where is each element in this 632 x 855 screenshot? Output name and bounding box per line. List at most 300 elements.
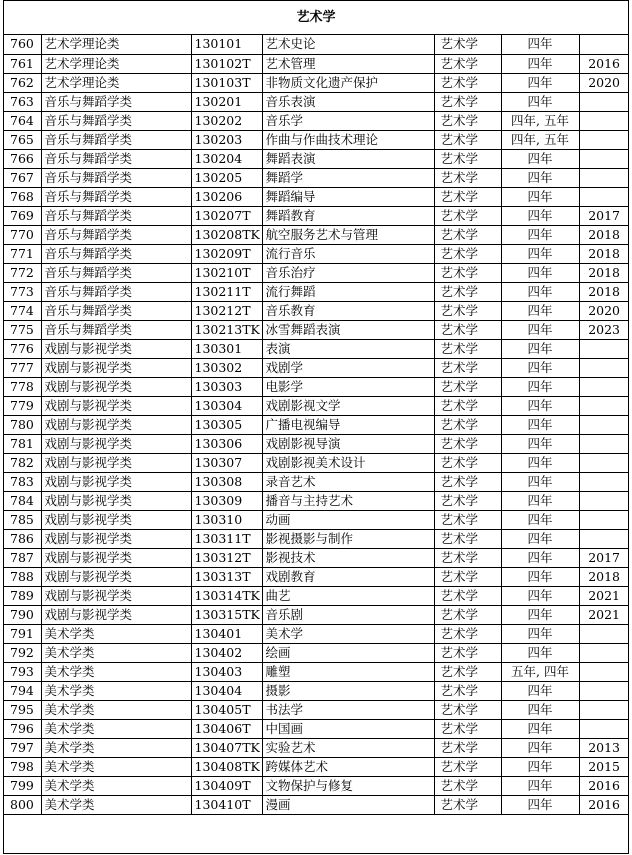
cell-duration: 四年: [501, 415, 579, 434]
cell-duration: 四年: [501, 795, 579, 814]
cell-duration: 四年: [501, 263, 579, 282]
cell-year-added: [579, 472, 628, 491]
cell-row-number: 770: [4, 225, 41, 244]
cell-degree: 艺术学: [434, 396, 501, 415]
cell-major-code: 130312T: [191, 548, 262, 567]
table-row: [4, 586, 628, 605]
table-row: [4, 491, 628, 510]
cell-duration: 四年: [501, 681, 579, 700]
cell-major-code: 130206: [191, 187, 262, 206]
cell-category: 音乐与舞蹈学类: [41, 244, 191, 263]
cell-degree: 艺术学: [434, 757, 501, 776]
cell-duration: 四年: [501, 491, 579, 510]
table-row: [4, 510, 628, 529]
cell-duration: 四年: [501, 643, 579, 662]
table-row: [4, 529, 628, 548]
cell-category: 音乐与舞蹈学类: [41, 206, 191, 225]
cell-category: 音乐与舞蹈学类: [41, 92, 191, 111]
table-row: [4, 225, 628, 244]
cell-major-code: 130313T: [191, 567, 262, 586]
cell-major-code: 130102T: [191, 54, 262, 73]
cell-row-number: 763: [4, 92, 41, 111]
cell-major-name: 播音与主持艺术: [262, 491, 434, 510]
cell-row-number: 780: [4, 415, 41, 434]
cell-major-code: 130208TK: [191, 225, 262, 244]
cell-major-code: 130311T: [191, 529, 262, 548]
cell-duration: 四年: [501, 35, 579, 54]
cell-degree: 艺术学: [434, 510, 501, 529]
cell-degree: 艺术学: [434, 168, 501, 187]
cell-major-code: 130315TK: [191, 605, 262, 624]
cell-year-added: 2021: [579, 605, 628, 624]
cell-degree: 艺术学: [434, 434, 501, 453]
cell-degree: 艺术学: [434, 263, 501, 282]
cell-major-name: 美术学: [262, 624, 434, 643]
cell-duration: 四年: [501, 472, 579, 491]
table-row: [4, 377, 628, 396]
cell-major-code: 130304: [191, 396, 262, 415]
cell-degree: 艺术学: [434, 92, 501, 111]
major-catalog-sheet: [3, 0, 629, 854]
cell-major-name: 书法学: [262, 700, 434, 719]
cell-major-name: 戏剧影视导演: [262, 434, 434, 453]
cell-category: 戏剧与影视学类: [41, 586, 191, 605]
cell-duration: 四年: [501, 510, 579, 529]
cell-year-added: 2016: [579, 795, 628, 814]
cell-major-name: 戏剧影视美术设计: [262, 453, 434, 472]
cell-major-code: 130204: [191, 149, 262, 168]
cell-degree: 艺术学: [434, 529, 501, 548]
cell-year-added: [579, 396, 628, 415]
cell-major-name: 音乐治疗: [262, 263, 434, 282]
cell-row-number: 776: [4, 339, 41, 358]
cell-duration: 四年: [501, 434, 579, 453]
cell-year-added: 2016: [579, 54, 628, 73]
cell-degree: 艺术学: [434, 643, 501, 662]
cell-major-name: 流行音乐: [262, 244, 434, 263]
cell-row-number: 798: [4, 757, 41, 776]
cell-duration: 四年: [501, 738, 579, 757]
cell-duration: 四年: [501, 244, 579, 263]
cell-degree: 艺术学: [434, 472, 501, 491]
cell-major-name: 航空服务艺术与管理: [262, 225, 434, 244]
cell-duration: 四年: [501, 282, 579, 301]
cell-major-code: 130302: [191, 358, 262, 377]
cell-degree: 艺术学: [434, 206, 501, 225]
cell-category: 美术学类: [41, 719, 191, 738]
cell-row-number: 794: [4, 681, 41, 700]
table-row: [4, 92, 628, 111]
cell-degree: 艺术学: [434, 244, 501, 263]
cell-category: 美术学类: [41, 757, 191, 776]
cell-major-name: 戏剧学: [262, 358, 434, 377]
cell-row-number: 760: [4, 35, 41, 54]
cell-duration: 四年: [501, 358, 579, 377]
cell-duration: 四年: [501, 396, 579, 415]
cell-category: 音乐与舞蹈学类: [41, 301, 191, 320]
cell-duration: 四年: [501, 700, 579, 719]
table-row: [4, 396, 628, 415]
cell-category: 音乐与舞蹈学类: [41, 282, 191, 301]
table-row: [4, 757, 628, 776]
cell-row-number: 788: [4, 567, 41, 586]
cell-degree: 艺术学: [434, 130, 501, 149]
table-row: [4, 263, 628, 282]
cell-duration: 四年: [501, 453, 579, 472]
cell-duration: 四年: [501, 225, 579, 244]
cell-major-code: 130210T: [191, 263, 262, 282]
cell-year-added: [579, 681, 628, 700]
cell-duration: 四年: [501, 206, 579, 225]
cell-degree: 艺术学: [434, 149, 501, 168]
cell-row-number: 779: [4, 396, 41, 415]
cell-category: 戏剧与影视学类: [41, 605, 191, 624]
cell-major-name: 戏剧影视文学: [262, 396, 434, 415]
cell-major-code: 130410T: [191, 795, 262, 814]
cell-row-number: 785: [4, 510, 41, 529]
table-row: [4, 168, 628, 187]
cell-year-added: 2016: [579, 776, 628, 795]
cell-major-code: 130209T: [191, 244, 262, 263]
cell-major-code: 130201: [191, 92, 262, 111]
cell-year-added: [579, 35, 628, 54]
table-row: [4, 662, 628, 681]
table-row: [4, 282, 628, 301]
cell-row-number: 783: [4, 472, 41, 491]
cell-year-added: 2018: [579, 282, 628, 301]
cell-year-added: [579, 187, 628, 206]
cell-major-code: 130406T: [191, 719, 262, 738]
cell-row-number: 761: [4, 54, 41, 73]
cell-category: 戏剧与影视学类: [41, 548, 191, 567]
cell-major-name: 艺术管理: [262, 54, 434, 73]
cell-row-number: 771: [4, 244, 41, 263]
cell-category: 音乐与舞蹈学类: [41, 187, 191, 206]
cell-year-added: [579, 643, 628, 662]
cell-major-code: 130307: [191, 453, 262, 472]
cell-major-name: 曲艺: [262, 586, 434, 605]
table-row: [4, 624, 628, 643]
cell-category: 美术学类: [41, 738, 191, 757]
cell-category: 艺术学理论类: [41, 35, 191, 54]
cell-category: 美术学类: [41, 643, 191, 662]
cell-degree: 艺术学: [434, 73, 501, 92]
cell-major-name: 文物保护与修复: [262, 776, 434, 795]
cell-degree: 艺术学: [434, 662, 501, 681]
cell-degree: 艺术学: [434, 605, 501, 624]
table-row: [4, 301, 628, 320]
cell-major-code: 130213TK: [191, 320, 262, 339]
cell-duration: 四年: [501, 567, 579, 586]
cell-category: 戏剧与影视学类: [41, 396, 191, 415]
cell-row-number: 762: [4, 73, 41, 92]
cell-row-number: 768: [4, 187, 41, 206]
cell-duration: 四年: [501, 73, 579, 92]
cell-duration: 四年: [501, 624, 579, 643]
cell-category: 音乐与舞蹈学类: [41, 168, 191, 187]
table-row: [4, 472, 628, 491]
cell-year-added: [579, 358, 628, 377]
cell-degree: 艺术学: [434, 358, 501, 377]
major-table: [4, 35, 628, 815]
cell-category: 音乐与舞蹈学类: [41, 149, 191, 168]
cell-category: 美术学类: [41, 795, 191, 814]
cell-row-number: 767: [4, 168, 41, 187]
cell-row-number: 764: [4, 111, 41, 130]
cell-category: 美术学类: [41, 624, 191, 643]
cell-degree: 艺术学: [434, 719, 501, 738]
cell-major-name: 实验艺术: [262, 738, 434, 757]
cell-year-added: 2020: [579, 73, 628, 92]
cell-major-name: 舞蹈编导: [262, 187, 434, 206]
cell-duration: 四年: [501, 757, 579, 776]
cell-major-code: 130402: [191, 643, 262, 662]
cell-degree: 艺术学: [434, 567, 501, 586]
table-row: [4, 111, 628, 130]
table-row: [4, 130, 628, 149]
cell-year-added: [579, 491, 628, 510]
cell-row-number: 786: [4, 529, 41, 548]
cell-major-code: 130303: [191, 377, 262, 396]
cell-row-number: 795: [4, 700, 41, 719]
cell-category: 音乐与舞蹈学类: [41, 225, 191, 244]
cell-duration: 四年: [501, 605, 579, 624]
cell-major-code: 130310: [191, 510, 262, 529]
cell-row-number: 769: [4, 206, 41, 225]
table-row: [4, 187, 628, 206]
cell-row-number: 790: [4, 605, 41, 624]
cell-year-added: 2013: [579, 738, 628, 757]
cell-year-added: 2017: [579, 548, 628, 567]
cell-category: 音乐与舞蹈学类: [41, 320, 191, 339]
cell-major-code: 130309: [191, 491, 262, 510]
cell-row-number: 799: [4, 776, 41, 795]
cell-major-code: 130205: [191, 168, 262, 187]
cell-row-number: 775: [4, 320, 41, 339]
cell-major-name: 广播电视编导: [262, 415, 434, 434]
cell-major-code: 130207T: [191, 206, 262, 225]
table-row: [4, 415, 628, 434]
cell-category: 音乐与舞蹈学类: [41, 130, 191, 149]
cell-year-added: [579, 377, 628, 396]
cell-row-number: 800: [4, 795, 41, 814]
cell-category: 戏剧与影视学类: [41, 377, 191, 396]
cell-category: 音乐与舞蹈学类: [41, 111, 191, 130]
cell-major-code: 130301: [191, 339, 262, 358]
cell-degree: 艺术学: [434, 35, 501, 54]
cell-major-code: 130203: [191, 130, 262, 149]
table-row: [4, 719, 628, 738]
cell-major-code: 130314TK: [191, 586, 262, 605]
cell-row-number: 777: [4, 358, 41, 377]
cell-category: 艺术学理论类: [41, 54, 191, 73]
cell-major-name: 影视技术: [262, 548, 434, 567]
cell-major-name: 音乐学: [262, 111, 434, 130]
table-row: [4, 567, 628, 586]
cell-duration: 四年: [501, 168, 579, 187]
cell-duration: 四年: [501, 548, 579, 567]
cell-duration: 四年: [501, 54, 579, 73]
cell-category: 戏剧与影视学类: [41, 491, 191, 510]
cell-degree: 艺术学: [434, 795, 501, 814]
cell-degree: 艺术学: [434, 700, 501, 719]
cell-degree: 艺术学: [434, 453, 501, 472]
table-row: [4, 795, 628, 814]
cell-category: 戏剧与影视学类: [41, 415, 191, 434]
cell-major-code: 130202: [191, 111, 262, 130]
cell-year-added: 2018: [579, 567, 628, 586]
cell-major-name: 摄影: [262, 681, 434, 700]
table-row: [4, 453, 628, 472]
cell-degree: 艺术学: [434, 548, 501, 567]
cell-year-added: [579, 130, 628, 149]
cell-year-added: [579, 662, 628, 681]
cell-major-name: 漫画: [262, 795, 434, 814]
cell-major-name: 动画: [262, 510, 434, 529]
cell-major-code: 130407TK: [191, 738, 262, 757]
cell-year-added: 2023: [579, 320, 628, 339]
cell-category: 美术学类: [41, 662, 191, 681]
cell-major-code: 130403: [191, 662, 262, 681]
cell-category: 戏剧与影视学类: [41, 567, 191, 586]
cell-duration: 四年, 五年: [501, 111, 579, 130]
cell-category: 戏剧与影视学类: [41, 472, 191, 491]
cell-major-name: 表演: [262, 339, 434, 358]
cell-degree: 艺术学: [434, 54, 501, 73]
cell-year-added: [579, 339, 628, 358]
cell-degree: 艺术学: [434, 111, 501, 130]
cell-year-added: [579, 510, 628, 529]
cell-major-code: 130101: [191, 35, 262, 54]
table-row: [4, 548, 628, 567]
cell-major-code: 130409T: [191, 776, 262, 795]
cell-degree: 艺术学: [434, 415, 501, 434]
cell-major-code: 130308: [191, 472, 262, 491]
cell-major-name: 舞蹈表演: [262, 149, 434, 168]
cell-duration: 四年: [501, 339, 579, 358]
cell-duration: 四年: [501, 529, 579, 548]
cell-row-number: 792: [4, 643, 41, 662]
cell-major-name: 流行舞蹈: [262, 282, 434, 301]
cell-major-name: 音乐表演: [262, 92, 434, 111]
cell-major-code: 130305: [191, 415, 262, 434]
cell-major-name: 冰雪舞蹈表演: [262, 320, 434, 339]
cell-degree: 艺术学: [434, 339, 501, 358]
cell-year-added: 2017: [579, 206, 628, 225]
major-table-body: [4, 35, 628, 814]
section-title: 艺术学: [4, 1, 628, 35]
cell-major-code: 130103T: [191, 73, 262, 92]
cell-row-number: 773: [4, 282, 41, 301]
cell-major-code: 130405T: [191, 700, 262, 719]
cell-major-name: 影视摄影与制作: [262, 529, 434, 548]
cell-category: 美术学类: [41, 681, 191, 700]
table-row: [4, 206, 628, 225]
cell-row-number: 765: [4, 130, 41, 149]
cell-year-added: 2018: [579, 225, 628, 244]
table-row: [4, 681, 628, 700]
cell-row-number: 772: [4, 263, 41, 282]
cell-row-number: 793: [4, 662, 41, 681]
cell-row-number: 781: [4, 434, 41, 453]
cell-category: 戏剧与影视学类: [41, 529, 191, 548]
table-row: [4, 358, 628, 377]
cell-major-name: 作曲与作曲技术理论: [262, 130, 434, 149]
table-row: [4, 605, 628, 624]
cell-category: 美术学类: [41, 700, 191, 719]
table-row: [4, 434, 628, 453]
cell-year-added: [579, 92, 628, 111]
cell-category: 戏剧与影视学类: [41, 453, 191, 472]
cell-major-name: 艺术史论: [262, 35, 434, 54]
cell-year-added: 2018: [579, 244, 628, 263]
cell-year-added: 2018: [579, 263, 628, 282]
cell-degree: 艺术学: [434, 301, 501, 320]
cell-year-added: [579, 700, 628, 719]
table-row: [4, 320, 628, 339]
cell-major-name: 音乐剧: [262, 605, 434, 624]
cell-degree: 艺术学: [434, 320, 501, 339]
cell-category: 艺术学理论类: [41, 73, 191, 92]
cell-year-added: [579, 719, 628, 738]
table-row: [4, 73, 628, 92]
cell-category: 戏剧与影视学类: [41, 358, 191, 377]
cell-major-name: 雕塑: [262, 662, 434, 681]
cell-category: 美术学类: [41, 776, 191, 795]
cell-duration: 四年: [501, 320, 579, 339]
table-row: [4, 700, 628, 719]
table-row: [4, 244, 628, 263]
cell-duration: 四年, 五年: [501, 130, 579, 149]
cell-degree: 艺术学: [434, 738, 501, 757]
cell-row-number: 797: [4, 738, 41, 757]
cell-duration: 四年: [501, 377, 579, 396]
cell-year-added: [579, 111, 628, 130]
cell-degree: 艺术学: [434, 624, 501, 643]
cell-category: 戏剧与影视学类: [41, 434, 191, 453]
cell-duration: 四年: [501, 301, 579, 320]
cell-duration: 四年: [501, 149, 579, 168]
cell-year-added: [579, 453, 628, 472]
cell-major-code: 130306: [191, 434, 262, 453]
cell-row-number: 782: [4, 453, 41, 472]
cell-degree: 艺术学: [434, 282, 501, 301]
cell-degree: 艺术学: [434, 491, 501, 510]
cell-year-added: 2015: [579, 757, 628, 776]
cell-major-name: 跨媒体艺术: [262, 757, 434, 776]
cell-major-name: 戏剧教育: [262, 567, 434, 586]
cell-year-added: 2021: [579, 586, 628, 605]
cell-year-added: [579, 149, 628, 168]
cell-degree: 艺术学: [434, 681, 501, 700]
cell-major-name: 电影学: [262, 377, 434, 396]
cell-row-number: 784: [4, 491, 41, 510]
cell-major-code: 130212T: [191, 301, 262, 320]
cell-category: 戏剧与影视学类: [41, 510, 191, 529]
table-row: [4, 738, 628, 757]
cell-degree: 艺术学: [434, 776, 501, 795]
cell-major-name: 录音艺术: [262, 472, 434, 491]
cell-year-added: [579, 168, 628, 187]
cell-row-number: 778: [4, 377, 41, 396]
table-row: [4, 54, 628, 73]
cell-degree: 艺术学: [434, 187, 501, 206]
table-row: [4, 776, 628, 795]
cell-major-code: 130404: [191, 681, 262, 700]
cell-row-number: 796: [4, 719, 41, 738]
cell-row-number: 774: [4, 301, 41, 320]
cell-year-added: [579, 415, 628, 434]
